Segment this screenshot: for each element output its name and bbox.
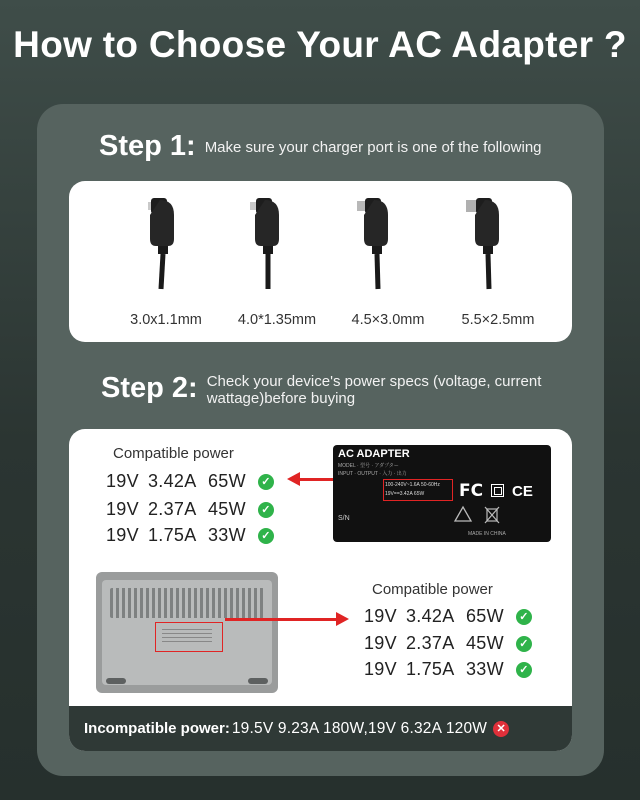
laptop-foot <box>106 678 126 684</box>
plug-size-label: 5.5×2.5mm <box>461 312 535 328</box>
plug-3-0-icon <box>118 191 208 301</box>
step1-label: Step 1: <box>99 130 196 162</box>
plug-4-5-icon <box>332 191 422 301</box>
current: 3.42A <box>148 471 197 491</box>
adapter-rating-label <box>333 445 551 542</box>
rating-highlight-box <box>383 479 453 501</box>
made-in-china-text: MADE IN CHINA <box>468 531 506 537</box>
serial-number-label: S/N <box>338 515 350 522</box>
incompatible-power-label: Incompatible power: <box>84 720 230 737</box>
compatible-power-title: Compatible power <box>372 581 493 598</box>
power-row <box>364 606 532 627</box>
current: 3.42A <box>406 606 455 626</box>
laptop-rating-sticker <box>155 622 223 652</box>
wattage: 33W <box>466 659 504 679</box>
arrow-right-icon <box>225 618 338 621</box>
voltage: 19V <box>364 633 397 653</box>
voltage: 19V <box>106 499 139 519</box>
incompatible-power-bar <box>69 706 572 751</box>
plug-sizes-card <box>69 181 572 342</box>
wattage: 33W <box>208 525 246 545</box>
voltage: 19V <box>106 525 139 545</box>
laptop-bottom-image <box>96 572 278 693</box>
double-insulation-icon <box>491 484 504 497</box>
ce-mark-icon: CE <box>512 483 533 500</box>
current: 1.75A <box>406 659 455 679</box>
step1-description: Make sure your charger port is one of the following <box>204 139 542 156</box>
current: 2.37A <box>148 499 197 519</box>
check-circle-icon: ✓ <box>516 662 532 678</box>
laptop-foot <box>248 678 268 684</box>
step1-header <box>99 130 542 163</box>
wattage: 65W <box>208 471 246 491</box>
plug-4-0-icon <box>223 191 313 301</box>
adapter-output-rating: 19V==3.42A 65W <box>385 491 425 497</box>
laptop-vent <box>110 588 264 618</box>
plug-size-label: 3.0x1.1mm <box>130 312 202 328</box>
power-row <box>106 471 274 492</box>
power-row <box>106 499 274 520</box>
incompatible-power-value: 19.5V 9.23A 180W,19V 6.32A 120W <box>231 719 488 737</box>
compatible-power-title: Compatible power <box>113 445 234 462</box>
adapter-label-small-print: MODEL · 型号 · アダプター <box>338 463 399 469</box>
plug-5-5-icon <box>443 191 533 301</box>
adapter-label-small-print: INPUT · OUTPUT · 入力 · 出力 <box>338 471 407 477</box>
adapter-input-rating: 100-240V~1.6A 50-60Hz <box>385 482 440 488</box>
x-circle-icon: ✕ <box>493 721 509 737</box>
page-title: How to Choose Your AC Adapter ? <box>13 24 627 65</box>
current: 2.37A <box>406 633 455 653</box>
warning-triangle-icon <box>453 505 473 523</box>
check-circle-icon: ✓ <box>258 502 274 518</box>
wattage: 45W <box>466 633 504 653</box>
fc-mark-icon: FC <box>459 481 484 501</box>
plug-size-label: 4.5×3.0mm <box>351 312 425 328</box>
power-row <box>364 659 532 680</box>
step2-label: Step 2: <box>101 372 198 404</box>
voltage: 19V <box>364 659 397 679</box>
recycle-bin-icon <box>483 505 501 525</box>
voltage: 19V <box>364 606 397 626</box>
adapter-label-title: AC ADAPTER <box>338 448 410 460</box>
wattage: 45W <box>208 499 246 519</box>
current: 1.75A <box>148 525 197 545</box>
check-circle-icon: ✓ <box>258 474 274 490</box>
power-row <box>364 633 532 654</box>
wattage: 65W <box>466 606 504 626</box>
power-row <box>106 525 274 546</box>
check-circle-icon: ✓ <box>258 528 274 544</box>
check-circle-icon: ✓ <box>516 609 532 625</box>
step2-header <box>101 372 567 407</box>
plug-size-label: 4.0*1.35mm <box>237 312 317 328</box>
voltage: 19V <box>106 471 139 491</box>
check-circle-icon: ✓ <box>516 636 532 652</box>
step2-description: Check your device's power specs (voltage, current wattage)before buying <box>206 373 542 407</box>
